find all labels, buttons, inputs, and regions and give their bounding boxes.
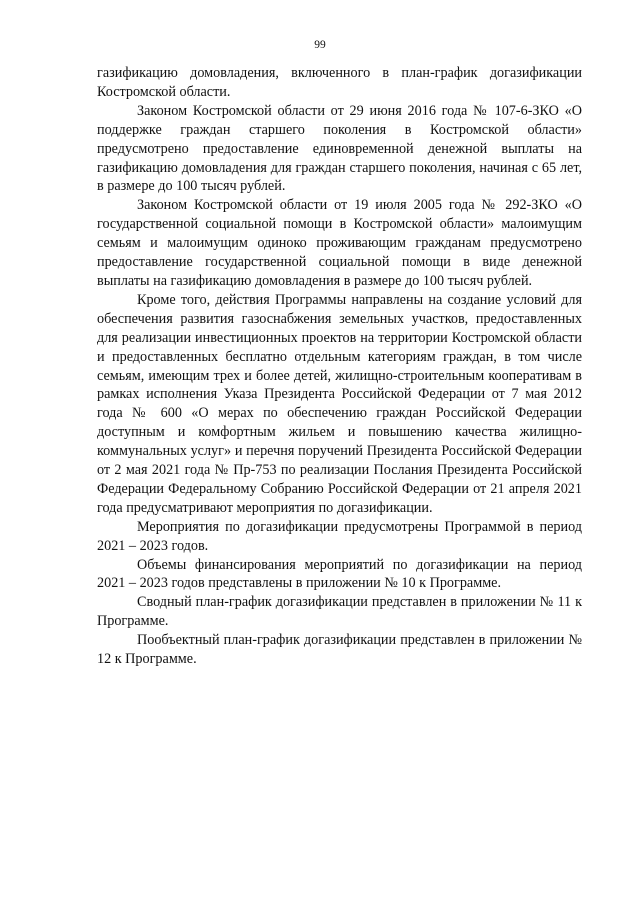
paragraph-summary-schedule-appendix-11: Сводный план-график догазификации представлен в приложении № 11 к Программе.	[97, 594, 582, 630]
paragraph-financing-appendix-10: Объемы финансирования мероприятий по догазификации на период 2021 – 2023 годов представлены в приложении № 10 к Программе.	[97, 556, 582, 592]
page-number: 99	[314, 39, 326, 51]
paragraph-program-actions: Кроме того, действия Программы направлены на создание условий для обеспечения развития газоснабжения земельных участков, предоставленных для реализации инвестиционных проектов на территории Костромской области и предоставленных бесплатно отдельным категориям граждан, в том числе семьям, имеющим трех и более детей, жилищно-строительным кооперативам в рамках исполнения Указа Президента Российской Федерации от 7 мая 2012 года № 600 «О мерах по обеспечению граждан Российской Федерации доступным и комфортным жильем и повышению качества жилищно-коммунальных услуг» и перечня поручений Президента Российской Федерации от 2 мая 2021 года № Пр-753 по реализации Послания Президента Российской Федерации Федеральному Собранию Российской Федерации от 21 апреля 2021 года предусматривают мероприятия по догазификации.	[97, 291, 582, 516]
paragraph-law-social-assistance: Законом Костромской области от 19 июля 2005 года № 292-ЗКО «О государственной социальной помощи в Костромской области» малоимущим семьям и малоимущим одиноко проживающим гражданам предусмотрено предоставление государственной социальной помощи в виде денежной выплаты на газификацию домовладения в размере до 100 тысяч рублей.	[97, 197, 582, 289]
paragraph-continuation: газификацию домовладения, включенного в план-график догазификации Костромской области.	[97, 65, 582, 100]
document-body	[97, 64, 582, 669]
paragraph-program-period: Мероприятия по догазификации предусмотрены Программой в период 2021 – 2023 годов.	[97, 518, 582, 554]
paragraph-object-schedule-appendix-12: Пообъектный план-график догазификации представлен в приложении № 12 к Программе.	[97, 632, 582, 668]
paragraph-law-older-generation: Законом Костромской области от 29 июня 2016 года № 107-6-ЗКО «О поддержке граждан старшего поколения в Костромской области» предусмотрено предоставление единовременной денежной выплаты на газификацию домовладения для граждан старшего поколения, начиная с 65 лет, в размере до 100 тысяч рублей.	[97, 102, 582, 195]
